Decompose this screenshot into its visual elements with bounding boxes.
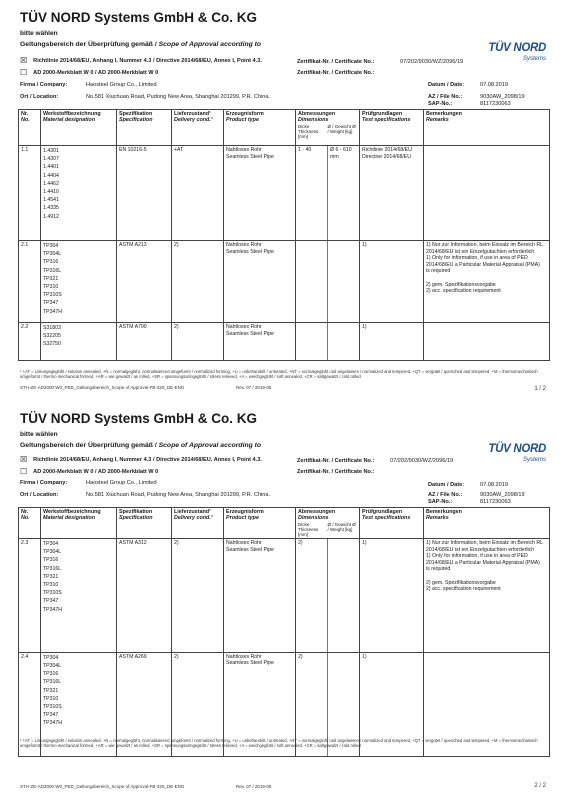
cell-material-line: TP310 <box>43 582 59 589</box>
col-header-remarks: Bemerkungen Remarks <box>424 508 550 539</box>
cell-material-line: TP316L <box>43 267 62 274</box>
cell-weight-line: Ø 6 - 610 <box>330 147 352 153</box>
revision: Rev. 07 / 2019-05 <box>236 385 272 390</box>
cell-material-line: S32750 <box>43 341 61 348</box>
tuv-nord-logo: TÜV NORD Systems <box>488 42 546 62</box>
cell-thickness: 1 - 40 <box>298 147 312 153</box>
cell-product-line: Seamless Steel Pipe <box>226 248 274 255</box>
cell-material <box>41 323 117 361</box>
col-header-material: Werkstoffbezeichnung Material designation <box>41 110 117 146</box>
cell-delivery: +AT <box>172 146 224 241</box>
cell-product-line: Seamless Steel Pipe <box>226 546 274 553</box>
directive-row <box>20 56 262 65</box>
cell-material-line: TP310 <box>43 695 59 702</box>
cell-product-line: Nahtloses Rohr <box>226 540 262 546</box>
ad2000-text: AD 2000-Merkblatt W 0 / AD 2000-Merkblatt W 0 <box>33 69 159 76</box>
file-no-label: AZ / File No.: <box>428 492 463 498</box>
company-title: TÜV NORD Systems GmbH & Co. KG <box>20 411 258 426</box>
cell-material-line: TP304L <box>43 662 62 669</box>
cell-remarks-line: 1) Nur zur Information, beim Einsatz im Bereich RL <box>426 540 544 546</box>
cell-nr: 1.1 <box>19 146 41 241</box>
cell-material-line: 1.4307 <box>43 156 59 163</box>
company-label: Firma / Company: <box>20 480 68 486</box>
cell-material-line: TP347H <box>43 720 63 727</box>
cell-material-line: TP316 <box>43 671 59 678</box>
form-id: STH-ZE-AD2000 W0_PED_Geltungsbereich_Scope of Approval-FB-320_DE-ENG <box>20 385 185 390</box>
directive-text: Richtlinie 2014/68/EU, Anhang I, Nummer 4.3 / Directive 2014/68/EU, Annex I, Point 4.3. <box>33 57 262 64</box>
cell-material-line: TP304 <box>43 243 59 249</box>
certificate-label-2: Zertifikat-Nr. / Certificate No.: <box>297 469 375 475</box>
date-value: 07.08.2019 <box>480 82 508 88</box>
cell-material-line: 1.4404 <box>43 172 59 179</box>
cell-tests-line: Directive 2014/68/EU <box>362 153 412 160</box>
cell-tests-line: 1) <box>362 324 367 330</box>
cell-spec: ASTM A790 <box>117 323 172 361</box>
cell-tests-line: 1) <box>362 242 367 248</box>
sap-value: 8117230063 <box>480 101 511 107</box>
scope-table <box>18 507 550 757</box>
cell-thickness <box>296 323 327 360</box>
cell-remarks <box>424 146 550 241</box>
cell-remarks-line: 2014/68/EU a Particular Material Appraisal (PMA) <box>426 261 540 268</box>
cell-material-line: TP321 <box>43 275 59 282</box>
col-header-tests: Prüfgrundlagen Test specifications <box>360 110 424 146</box>
cell-material <box>41 539 117 653</box>
location-value: No.581 Xiuchuan Road, Pudong New Area, Shanghai 201299, P.R. China. <box>86 94 270 100</box>
cell-material-line: TP310 <box>43 284 59 291</box>
cell-material-line: 1.4912 <box>43 213 59 220</box>
cell-material-line: 1.4335 <box>43 205 59 212</box>
cell-product-line: Nahtloses Rohr <box>226 324 262 330</box>
cell-remarks-line <box>426 573 547 580</box>
sap-label: SAP-No.: <box>428 101 453 107</box>
document-page-2 <box>0 400 564 800</box>
cell-remarks-line: 1) Nur zur Information, beim Einsatz im Bereich RL <box>426 242 544 248</box>
cell-material-line: TP304 <box>43 654 59 661</box>
cell-dimensions <box>296 323 360 361</box>
cell-thickness <box>296 241 327 322</box>
cell-material-line: TP321 <box>43 573 59 580</box>
cell-material-line: TP347 <box>43 300 59 307</box>
cell-remarks-line: 2) acc. specification requirement <box>426 586 501 593</box>
cell-remarks <box>424 241 550 323</box>
col-header-product: Erzeugnisform Product type <box>224 110 296 146</box>
cell-material-line: TP347 <box>43 712 59 719</box>
cell-material-line: TP304 <box>43 541 59 547</box>
cell-dimensions <box>296 539 360 653</box>
cell-weight <box>327 241 359 322</box>
cell-product <box>224 146 296 241</box>
cell-material-line: TP347H <box>43 606 63 613</box>
cell-remarks-line: 2014/68/EU a Particular Material Appraisal (PMA) <box>426 559 540 566</box>
certificate-value: 07/202/9030/WZ/2096/19 <box>390 458 454 464</box>
cell-dimensions <box>296 146 360 241</box>
cell-tests <box>360 323 424 361</box>
ad2000-text: AD 2000-Merkblatt W 0 / AD 2000-Merkblatt W 0 <box>33 468 159 475</box>
cell-remarks-line: is required <box>426 268 451 275</box>
cell-product <box>224 323 296 361</box>
cell-material-line: 1.4462 <box>43 180 59 187</box>
table-row <box>19 241 550 323</box>
cell-material-line: 1.4401 <box>43 164 59 171</box>
scope-title: Geltungsbereich der Überprüfung gemäß / Scope of Approval according to <box>20 442 262 449</box>
cell-remarks-line: 2) acc. specification requirement <box>426 288 501 295</box>
cell-remarks-line: is required <box>426 566 451 573</box>
col-header-delivery: Lieferzustand¹ Delivery cond.¹ <box>172 508 224 539</box>
ad2000-checkbox[interactable]: ☐ <box>20 467 28 476</box>
cell-material-line: TP310S <box>43 703 62 710</box>
ad2000-checkbox[interactable]: ☐ <box>20 68 28 77</box>
table-row <box>19 323 550 361</box>
cell-product-line: Nahtloses Rohr <box>226 653 262 660</box>
col-header-dimensions: Abmessungen Dimensions Dicke Thickness [mm] Ø / Gewicht Ø / Weight [kg] <box>296 508 360 539</box>
select-label: bitte wählen <box>20 431 58 438</box>
certificate-label: Zertifikat-Nr. / Certificate No.: <box>297 458 375 464</box>
sap-label: SAP-No.: <box>428 499 453 505</box>
col-header-remarks: Bemerkungen Remarks <box>424 110 550 146</box>
cell-tests <box>360 241 424 323</box>
cell-remarks <box>424 539 550 653</box>
footnote: ¹ +AT = Lösungsgeglüht / solution annealed, +N = normalgeglüht, normalisierend umgeformt / normalized forming, +U = unbehandelt / untreated, +NT = normalgeglüht und angelassen / normalized and tempered, +QT = vergütet / quenched and tempered, +M = thermomechanisch umgeformt / thermo mechanical formed, +AR = wie gewalzt / as rolled, +SR = spannungsarmgeglüht / stress relieved, +A = weichgeglüht / soft annealed, +CR = kaltgewalzt / cold rolled <box>20 738 538 749</box>
footnote: ¹ +AT = Lösungsgeglüht / solution annealed, +N = normalgeglüht, normalisierend umgeformt / normalized forming, +U = unbehandelt / untreated, +NT = normalgeglüht und angelassen / normalized and tempered, +QT = vergütet / quenched and tempered, +M = thermomechanisch umgeformt / thermo mechanical formed, +AR = wie gewalzt / as rolled, +SR = spannungsarmgeglüht / stress relieved, +A = weichgeglüht / soft annealed, +CR = kaltgewalzt / cold rolled <box>20 369 538 380</box>
cell-product <box>224 539 296 653</box>
cell-nr: 2.2 <box>19 323 41 361</box>
cell-remarks <box>424 323 550 361</box>
tuv-nord-logo: TÜV NORD Systems <box>488 443 546 463</box>
col-header-product: Erzeugnisform Product type <box>224 508 296 539</box>
col-header-material: Werkstoffbezeichnung Material designation <box>41 508 117 539</box>
table-header-row <box>19 508 550 539</box>
date-label: Datum / Date: <box>428 82 465 88</box>
col-header-nr: Nr. No. <box>19 110 41 146</box>
cell-material-line: TP304L <box>43 251 62 258</box>
cell-tests-line: Richtlinie 2014/68/EU <box>362 147 412 153</box>
cell-nr: 2.1 <box>19 241 41 323</box>
col-header-dimensions: Abmessungen Dimensions Dicke Thickness [mm] Ø / Gewicht Ø / Weight [kg] <box>296 110 360 146</box>
cell-spec: ASTM A213 <box>117 241 172 323</box>
col-header-spec: Spezifikation Specification <box>117 508 172 539</box>
table-header-row <box>19 110 550 146</box>
cell-product-line: Nahtloses Rohr <box>226 242 262 248</box>
cell-dimensions <box>296 241 360 323</box>
cell-material-line: TP347 <box>43 598 59 605</box>
cell-delivery: 2) <box>172 241 224 323</box>
file-no-label: AZ / File No.: <box>428 94 463 100</box>
certificate-value: 07/202/9030/WZ/2096/19 <box>400 59 464 65</box>
cell-nr: 2.4 <box>19 652 41 756</box>
page-number: 2 / 2 <box>534 783 546 789</box>
col-header-tests: Prüfgrundlagen Test specifications <box>360 508 424 539</box>
cell-product-line: Seamless Steel Pipe <box>226 153 274 160</box>
cell-material-line: TP321 <box>43 687 59 694</box>
location-value: No.581 Xiuchuan Road, Pudong New Area, Shanghai 201299, P.R. China. <box>86 492 270 498</box>
form-id: STH-ZE-AD2000 W0_PED_Geltungsbereich_Scope of Approval-FB-320_DE-ENG <box>20 784 185 789</box>
cell-tests-line: 1) <box>362 540 367 546</box>
cell-remarks-line: 2) gem. Spezifikationsvorgabe <box>426 579 496 586</box>
cell-material-line: S32205 <box>43 333 61 340</box>
cell-nr: 2.3 <box>19 539 41 653</box>
cell-delivery: 2) <box>172 539 224 653</box>
directive-checkbox[interactable]: ☒ <box>20 455 28 464</box>
cell-material-line: TP310S <box>43 292 62 299</box>
col-header-nr: Nr. No. <box>19 508 41 539</box>
cell-material-line: TP316L <box>43 565 62 572</box>
cell-delivery: 2) <box>172 323 224 361</box>
cell-tests <box>360 539 424 653</box>
table-row <box>19 146 550 241</box>
col-header-spec: Spezifikation Specification <box>117 110 172 146</box>
col-header-delivery: Lieferzustand¹ Delivery cond.¹ <box>172 110 224 146</box>
select-label: bitte wählen <box>20 30 58 37</box>
cell-material-line: 1.4541 <box>43 197 59 204</box>
cell-material-line: TP316 <box>43 557 59 564</box>
cell-remarks-line: 1) Only for information, if use in area of PED <box>426 553 528 560</box>
cell-remarks-line: 2014/68/EU ist ein Einzelgutachten erforderlich <box>426 248 535 255</box>
cell-weight <box>327 146 359 240</box>
cell-material-line: 1.4301 <box>43 148 59 154</box>
file-no-value: 9030AW_2098/19 <box>480 94 525 100</box>
cell-material-line: TP310S <box>43 590 62 597</box>
date-label: Datum / Date: <box>428 482 465 488</box>
cell-material-line: TP347H <box>43 308 63 315</box>
directive-checkbox[interactable]: ☒ <box>20 56 28 65</box>
certificate-label-2: Zertifikat-Nr. / Certificate No.: <box>297 70 375 76</box>
cell-material-line: TP304L <box>43 549 62 556</box>
revision: Rev. 07 / 2019-05 <box>236 784 272 789</box>
cell-product-line: Nahtloses Rohr <box>226 147 262 153</box>
cell-material-line: S31803 <box>43 325 61 331</box>
cell-spec: EN 10216-5 <box>117 146 172 241</box>
cell-material <box>41 241 117 323</box>
cell-tests <box>360 146 424 241</box>
directive-row <box>20 455 262 464</box>
cell-product-line: Seamless Steel Pipe <box>226 660 274 667</box>
cell-thickness: 2) <box>298 540 303 546</box>
directive-text: Richtlinie 2014/68/EU, Anhang I, Nummer 4.3 / Directive 2014/68/EU, Annex I, Point 4.3. <box>33 456 262 463</box>
page-number: 1 / 2 <box>534 386 546 392</box>
scope-title: Geltungsbereich der Überprüfung gemäß / Scope of Approval according to <box>20 41 262 48</box>
cell-tests-line: 1) <box>362 653 367 660</box>
company-label: Firma / Company: <box>20 82 68 88</box>
cell-remarks-line: 1) Only for information, if use in area of PED <box>426 255 528 262</box>
location-label: Ort / Location: <box>20 94 59 100</box>
cell-material <box>41 146 117 241</box>
company-value: Haosteel Group Co., Limited <box>86 480 157 486</box>
cell-material-line: TP316 <box>43 259 59 266</box>
date-value: 07.08.2019 <box>480 482 508 488</box>
cell-thickness: 2) <box>298 653 303 660</box>
ad2000-row <box>20 467 158 476</box>
cell-weight-line: mm <box>330 153 339 160</box>
scope-table <box>18 109 550 361</box>
cell-material-line: 1.4410 <box>43 189 59 196</box>
cell-remarks-line: 2) gem. Spezifikationsvorgabe <box>426 281 496 288</box>
cell-spec: ASTM A269 <box>117 652 172 756</box>
cell-material-line: TP316L <box>43 679 62 686</box>
cell-product <box>224 241 296 323</box>
cell-spec: ASTM A312 <box>117 539 172 653</box>
certificate-label: Zertifikat-Nr. / Certificate No.: <box>297 59 375 65</box>
table-row <box>19 539 550 653</box>
file-no-value: 9030AW_2098/19 <box>480 492 525 498</box>
ad2000-row <box>20 68 158 77</box>
company-title: TÜV NORD Systems GmbH & Co. KG <box>20 10 258 25</box>
cell-remarks-line: 2014/68/EU ist ein Einzelgutachten erforderlich <box>426 546 535 553</box>
cell-weight <box>327 323 359 360</box>
cell-delivery: 2) <box>172 652 224 756</box>
cell-product-line: Seamless Steel Pipe <box>226 330 274 337</box>
cell-weight <box>327 539 359 652</box>
company-value: Haosteel Group Co., Limited <box>86 82 157 88</box>
cell-remarks-line <box>426 275 547 282</box>
location-label: Ort / Location: <box>20 492 59 498</box>
sap-value: 8117230063 <box>480 499 511 505</box>
